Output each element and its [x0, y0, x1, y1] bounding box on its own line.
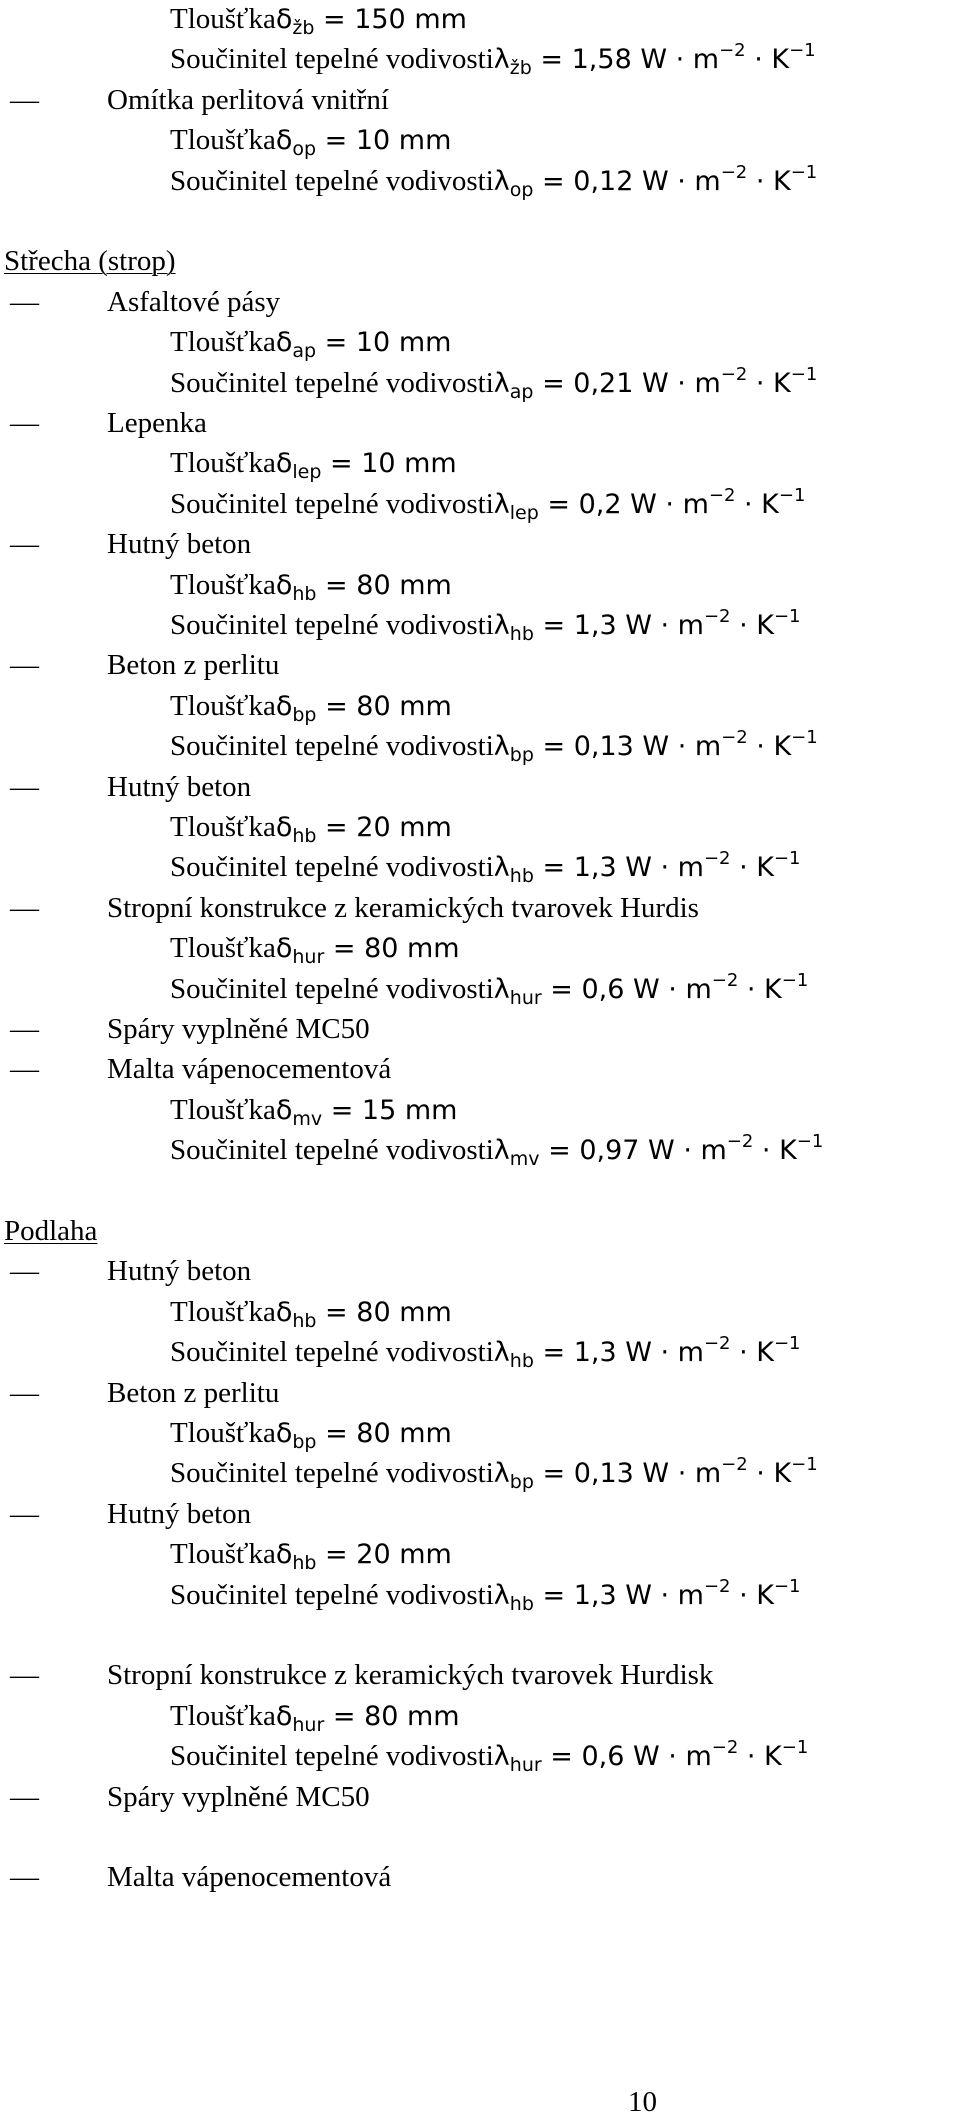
unit-exponent: −2 [711, 1737, 739, 1759]
unit-w-m: W · m [616, 1337, 704, 1369]
symbol: λ [493, 731, 510, 763]
thickness-row [170, 445, 457, 482]
unit-w-m: W · m [621, 488, 709, 520]
formula [493, 161, 818, 201]
property-value: 80 mm [356, 1296, 452, 1328]
thickness-row [170, 567, 452, 604]
property-value: 0,6 [581, 1741, 625, 1773]
symbol: λ [493, 488, 510, 520]
symbol: λ [493, 44, 510, 76]
symbol: λ [493, 852, 510, 884]
unit-exponent: −1 [773, 1575, 801, 1597]
conductivity-row [170, 365, 817, 402]
layer-name: Stropní konstrukce z keramických tvarovek Hurdis [107, 891, 699, 924]
list-bullet-dash: — [10, 1659, 39, 1692]
list-bullet-dash: — [10, 407, 39, 439]
unit-exponent: −1 [773, 848, 801, 870]
symbol-subscript: žb [292, 17, 315, 39]
unit-k: · K [745, 44, 790, 76]
unit-exponent: −1 [796, 1131, 824, 1153]
unit-k: · K [747, 165, 791, 197]
unit-w-m: W · m [633, 165, 721, 197]
symbol-subscript: hb [292, 582, 317, 605]
layer-name: Malta vápenocementová [107, 1053, 392, 1086]
thickness-row [170, 1415, 452, 1452]
equals-sign: = [538, 488, 579, 520]
equals-sign: = [324, 933, 365, 965]
conductivity-row [170, 1577, 801, 1614]
symbol-subscript: hb [292, 1309, 317, 1332]
symbol: λ [493, 1135, 510, 1167]
conductivity-row [170, 1738, 808, 1775]
layer-name: Hutný beton [107, 770, 252, 803]
layer-name: Asfaltové pásy [107, 285, 281, 318]
unit-w-m: W · m [624, 973, 712, 1005]
formula [493, 1737, 809, 1777]
list-bullet-dash: — [10, 891, 39, 924]
unit-w-m: W · m [639, 1135, 727, 1167]
symbol: δ [275, 125, 293, 157]
unit-exponent: −1 [773, 1333, 801, 1355]
equals-sign: = [316, 327, 356, 359]
symbol-subscript: ap [292, 340, 317, 363]
equals-sign: = [533, 731, 574, 763]
symbol-subscript: ap [509, 380, 534, 403]
layer-name: Beton z perlitu [107, 1376, 280, 1409]
equals-sign: = [533, 1458, 574, 1490]
property-label: Tloušťka [170, 932, 276, 965]
unit-w-m: W · m [616, 610, 704, 641]
property-label: Součinitel tepelné vodivosti [170, 972, 494, 1005]
symbol: δ [275, 1418, 293, 1449]
section-heading: Střecha (strop) [4, 245, 176, 278]
layer-name: Omítka perlitová vnitřní [107, 83, 389, 116]
list-bullet-dash: — [10, 1053, 39, 1086]
formula [493, 606, 801, 645]
property-value: 1,3 [573, 610, 617, 641]
property-value: 0,13 [573, 731, 634, 763]
property-value: 0,2 [578, 488, 622, 520]
formula [493, 1333, 801, 1373]
property-label: Tloušťka [170, 1417, 276, 1449]
symbol: δ [275, 1296, 293, 1328]
unit-k: · K [730, 1579, 774, 1611]
symbol-subscript: bp [509, 1471, 534, 1494]
formula [275, 1296, 452, 1332]
equals-sign: = [324, 1700, 365, 1732]
property-value: 1,3 [573, 852, 617, 884]
property-label: Součinitel tepelné vodivosti [170, 43, 494, 76]
list-bullet-dash: — [10, 1255, 39, 1288]
equals-sign: = [533, 367, 574, 399]
property-value: 1,3 [573, 1337, 617, 1369]
thickness-row [170, 1698, 460, 1735]
layer-name: Hutný beton [107, 528, 252, 561]
thickness-row [170, 930, 460, 967]
list-bullet-dash: — [10, 1013, 39, 1045]
property-label: Součinitel tepelné vodivosti [170, 1336, 494, 1369]
property-value: 80 mm [356, 569, 452, 601]
property-value: 80 mm [364, 1700, 460, 1732]
formula [275, 933, 460, 969]
formula [493, 1454, 818, 1494]
property-value: 0,97 [579, 1135, 640, 1167]
symbol: δ [275, 1094, 293, 1126]
equals-sign: = [316, 1539, 357, 1571]
formula [275, 327, 452, 363]
unit-k: · K [747, 367, 791, 399]
list-bullet-dash: — [10, 1861, 39, 1894]
property-label: Tloušťka [170, 689, 276, 722]
unit-exponent: −2 [721, 1454, 748, 1476]
property-value: 0,21 [573, 367, 634, 399]
property-value: 0,6 [581, 973, 625, 1005]
unit-k: · K [730, 610, 774, 641]
property-label: Součinitel tepelné vodivosti [170, 1457, 494, 1490]
list-bullet-dash: — [10, 1376, 39, 1409]
property-label: Součinitel tepelné vodivosti [170, 487, 494, 520]
formula [275, 4, 467, 39]
equals-sign: = [316, 812, 357, 843]
property-value: 80 mm [356, 690, 452, 722]
thickness-row [170, 1536, 452, 1573]
thickness-row [170, 809, 452, 846]
unit-exponent: −2 [711, 969, 739, 991]
property-label: Součinitel tepelné vodivosti [170, 1578, 494, 1611]
property-label: Součinitel tepelné vodivosti [170, 851, 494, 884]
thickness-row [170, 122, 451, 159]
conductivity-row [170, 486, 805, 523]
property-label: Součinitel tepelné vodivosti [170, 609, 494, 641]
property-label: Tloušťka [170, 1295, 276, 1328]
unit-exponent: −2 [720, 161, 748, 183]
property-value: 80 mm [356, 1418, 452, 1449]
equals-sign: = [322, 1094, 362, 1126]
property-label: Tloušťka [170, 1699, 276, 1732]
unit-w-m: W · m [633, 1458, 722, 1490]
list-bullet-dash: — [10, 528, 39, 561]
symbol-subscript: hur [292, 946, 325, 969]
unit-exponent: −1 [781, 1737, 809, 1759]
property-value: 10 mm [355, 327, 452, 359]
list-bullet-dash: — [10, 1497, 39, 1530]
unit-k: · K [747, 731, 792, 763]
property-label: Součinitel tepelné vodivosti [170, 366, 494, 399]
property-label: Tloušťka [170, 811, 276, 843]
equals-sign: = [539, 1135, 580, 1167]
unit-exponent: −2 [703, 848, 731, 870]
symbol: δ [275, 812, 293, 843]
symbol-subscript: hb [509, 623, 534, 645]
conductivity-row [170, 971, 808, 1008]
conductivity-row [170, 849, 801, 886]
symbol: δ [275, 569, 293, 601]
layer-name: Hutný beton [107, 1255, 252, 1288]
thickness-row [170, 324, 451, 361]
equals-sign: = [321, 448, 362, 480]
formula [275, 1418, 452, 1453]
equals-sign: = [533, 852, 574, 884]
symbol-subscript: op [292, 138, 317, 161]
equals-sign: = [533, 165, 574, 197]
symbol-subscript: hur [292, 1713, 325, 1736]
unit-w-m: W · m [616, 1579, 704, 1611]
symbol: δ [275, 933, 293, 965]
thickness-row [170, 1092, 457, 1129]
symbol: λ [493, 610, 510, 641]
property-label: Součinitel tepelné vodivosti [170, 164, 494, 197]
unit-exponent: −1 [781, 969, 809, 991]
unit-k: · K [735, 488, 779, 520]
unit-exponent: −1 [790, 363, 818, 385]
thickness-row [170, 688, 452, 725]
unit-k: · K [753, 1135, 797, 1167]
thickness-row [170, 1294, 452, 1331]
unit-k: · K [730, 852, 774, 884]
formula [275, 690, 452, 726]
property-value: 1,58 [571, 44, 632, 76]
equals-sign: = [531, 44, 572, 76]
symbol: λ [493, 1741, 510, 1773]
symbol-subscript: mv [509, 1148, 540, 1171]
property-label: Tloušťka [170, 124, 276, 157]
section-heading: Podlaha [4, 1215, 98, 1247]
layer-name: Stropní konstrukce z keramických tvarovek Hurdisk [107, 1659, 714, 1692]
formula [493, 969, 809, 1009]
unit-w-m: W · m [616, 852, 704, 884]
property-value: 10 mm [361, 448, 457, 480]
property-value: 150 mm [354, 4, 467, 35]
equals-sign: = [541, 973, 582, 1005]
equals-sign: = [316, 125, 356, 157]
unit-exponent: −2 [721, 727, 748, 749]
symbol-subscript: hb [509, 865, 534, 888]
unit-k: · K [730, 1337, 774, 1369]
conductivity-row [170, 1455, 818, 1492]
property-label: Součinitel tepelné vodivosti [170, 1134, 494, 1167]
unit-exponent: −1 [791, 1454, 818, 1476]
property-label: Součinitel tepelné vodivosti [170, 1740, 494, 1773]
list-bullet-dash: — [10, 1780, 39, 1813]
formula [275, 125, 452, 161]
unit-w-m: W · m [631, 44, 720, 76]
formula [493, 727, 818, 767]
formula [275, 448, 457, 484]
unit-k: · K [747, 1458, 792, 1490]
list-bullet-dash: — [10, 83, 39, 116]
property-value: 10 mm [355, 125, 452, 157]
conductivity-row [170, 163, 817, 200]
symbol: λ [493, 165, 510, 197]
unit-exponent: −2 [703, 606, 731, 627]
formula [493, 848, 801, 888]
unit-k: · K [738, 1741, 782, 1773]
symbol-subscript: hb [292, 1552, 317, 1575]
formula [275, 812, 452, 847]
formula [493, 1131, 824, 1171]
property-value: 15 mm [361, 1094, 458, 1126]
thickness-row [170, 1, 467, 38]
layer-name: Beton z perlitu [107, 649, 280, 682]
list-bullet-dash: — [10, 649, 39, 682]
symbol-subscript: bp [292, 703, 317, 726]
unit-w-m: W · m [633, 731, 722, 763]
symbol-subscript: bp [292, 1431, 317, 1453]
conductivity-row [170, 1334, 801, 1371]
unit-exponent: −2 [726, 1131, 754, 1153]
list-bullet-dash: — [10, 285, 39, 318]
unit-exponent: −2 [703, 1333, 731, 1355]
unit-exponent: −1 [789, 40, 816, 62]
symbol: δ [275, 448, 293, 480]
property-label: Tloušťka [170, 1093, 276, 1126]
symbol-subscript: bp [509, 744, 534, 767]
symbol: δ [275, 4, 293, 35]
conductivity-row [170, 607, 801, 644]
formula [493, 1575, 801, 1615]
symbol-subscript: žb [509, 57, 532, 80]
unit-exponent: −1 [778, 484, 806, 506]
property-label: Tloušťka [170, 447, 276, 480]
symbol: δ [275, 327, 293, 359]
unit-k: · K [738, 973, 782, 1005]
symbol: δ [275, 690, 293, 722]
layer-name: Malta vápenocementová [107, 1861, 392, 1894]
property-value: 1,3 [573, 1579, 617, 1611]
equals-sign: = [533, 610, 574, 641]
property-value: 80 mm [364, 933, 460, 965]
property-value: 0,13 [573, 1458, 634, 1490]
layer-name: Spáry vyplněné MC50 [107, 1013, 370, 1045]
symbol-subscript: hur [509, 986, 542, 1009]
symbol-subscript: op [509, 178, 534, 201]
equals-sign: = [541, 1741, 582, 1773]
property-value: 0,12 [573, 165, 634, 197]
formula [275, 1094, 458, 1130]
formula [275, 1539, 452, 1575]
property-value: 20 mm [356, 812, 452, 843]
unit-exponent: −1 [790, 161, 818, 183]
unit-exponent: −1 [791, 727, 818, 749]
formula [275, 569, 452, 605]
property-label: Tloušťka [170, 3, 276, 35]
symbol: δ [275, 1539, 293, 1571]
symbol: λ [493, 973, 510, 1005]
symbol: λ [493, 1579, 510, 1611]
unit-exponent: −1 [773, 606, 801, 627]
equals-sign: = [314, 4, 355, 35]
layer-name: Lepenka [107, 407, 207, 439]
unit-w-m: W · m [633, 367, 721, 399]
equals-sign: = [316, 1296, 357, 1328]
property-label: Tloušťka [170, 568, 276, 601]
symbol: λ [493, 1337, 510, 1369]
equals-sign: = [533, 1579, 574, 1611]
symbol-subscript: lep [509, 501, 539, 524]
symbol-subscript: hb [292, 825, 317, 847]
unit-exponent: −2 [708, 484, 736, 506]
layer-name: Hutný beton [107, 1497, 252, 1530]
unit-exponent: −2 [719, 40, 746, 62]
conductivity-row [170, 41, 816, 78]
symbol-subscript: hur [509, 1754, 542, 1777]
unit-exponent: −2 [703, 1575, 731, 1597]
formula [493, 363, 818, 403]
symbol: λ [493, 1458, 510, 1490]
property-label: Tloušťka [170, 1538, 276, 1571]
property-label: Součinitel tepelné vodivosti [170, 730, 494, 763]
property-value: 20 mm [356, 1539, 452, 1571]
symbol-subscript: mv [292, 1107, 323, 1130]
symbol: δ [275, 1700, 293, 1732]
equals-sign: = [316, 569, 357, 601]
property-label: Tloušťka [170, 326, 276, 359]
unit-w-m: W · m [624, 1741, 712, 1773]
formula [493, 484, 806, 524]
symbol-subscript: hb [509, 1350, 534, 1373]
conductivity-row [170, 1132, 823, 1169]
equals-sign: = [316, 690, 357, 722]
symbol-subscript: lep [292, 461, 322, 484]
equals-sign: = [316, 1418, 357, 1449]
page-number: 10 [628, 2086, 657, 2118]
symbol: λ [493, 367, 510, 399]
list-bullet-dash: — [10, 770, 39, 803]
conductivity-row [170, 728, 818, 765]
formula [493, 40, 816, 80]
layer-name: Spáry vyplněné MC50 [107, 1780, 370, 1813]
equals-sign: = [533, 1337, 574, 1369]
formula [275, 1700, 460, 1736]
symbol-subscript: hb [509, 1592, 534, 1615]
unit-exponent: −2 [720, 363, 748, 385]
